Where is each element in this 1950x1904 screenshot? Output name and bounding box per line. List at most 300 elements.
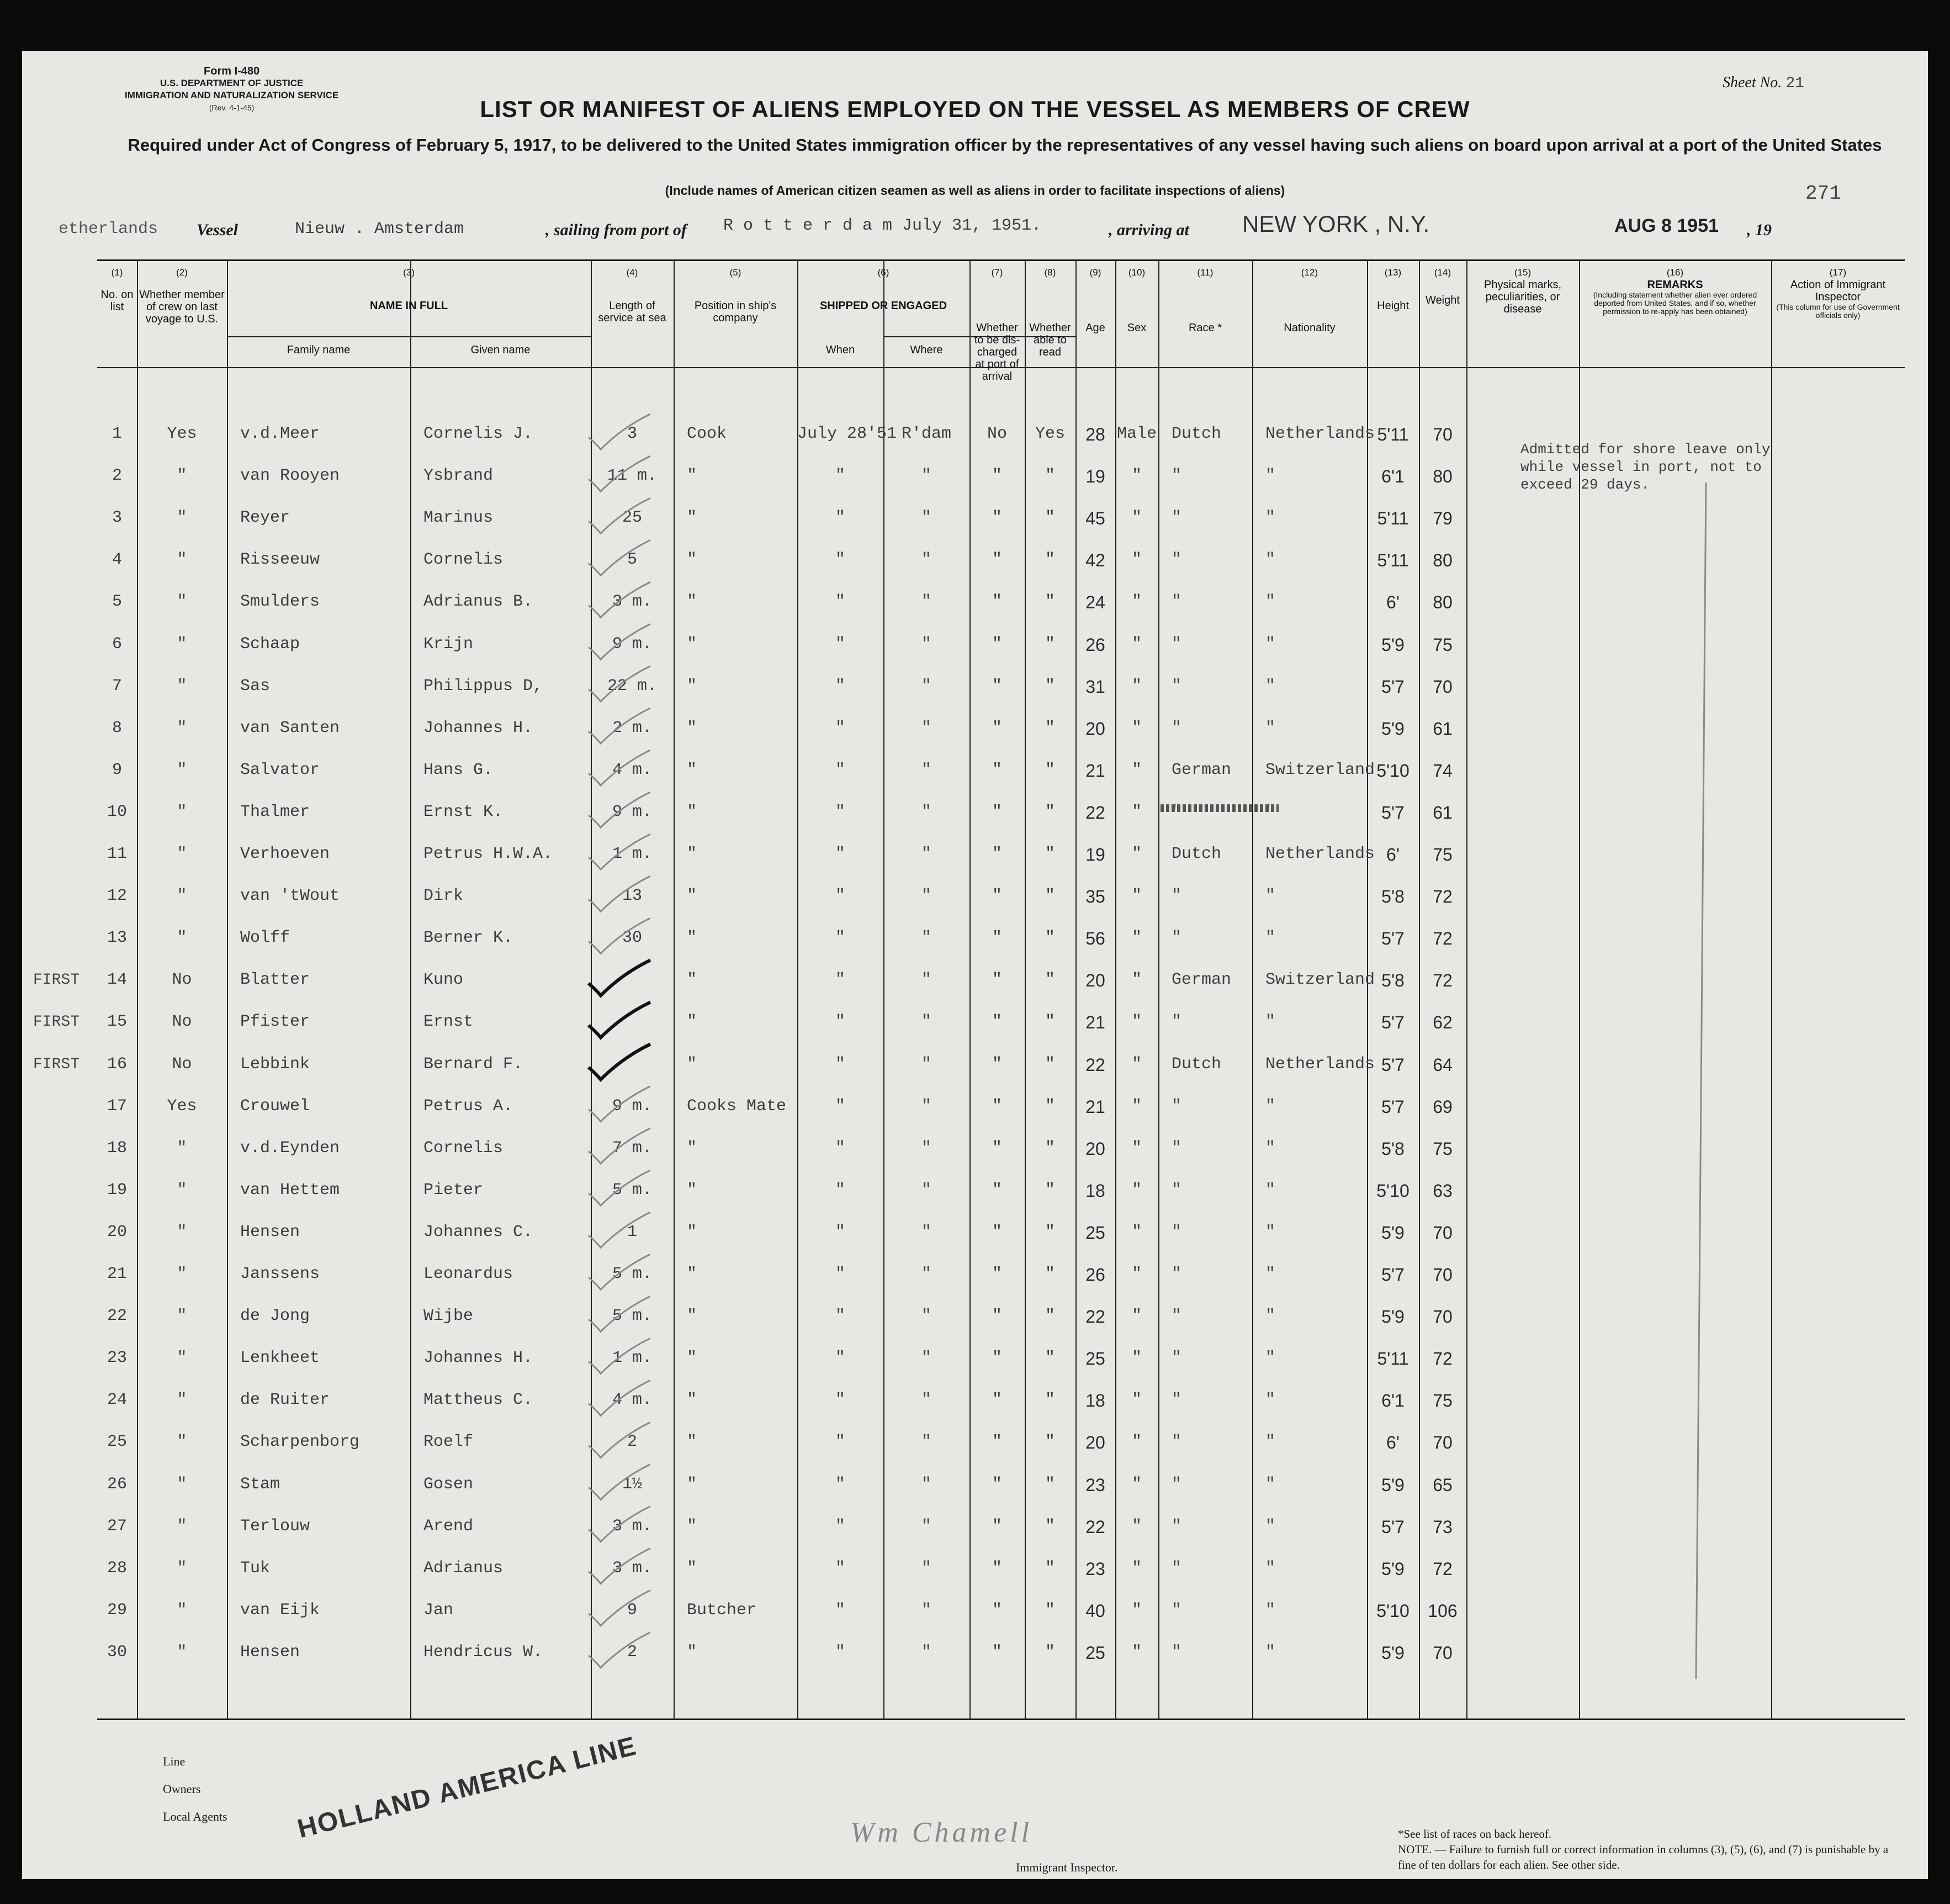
cell-age: 40 (1085, 1600, 1105, 1621)
cell-when: " (835, 634, 845, 654)
cell-age: 25 (1085, 1222, 1105, 1243)
cell-weight: 70 (1433, 1222, 1453, 1243)
cell-position: " (687, 1222, 697, 1242)
cell-discharged: " (992, 1558, 1002, 1578)
cell-family: Hensen (240, 1222, 300, 1242)
cell-when: " (835, 1516, 845, 1536)
cell-height: 5'9 (1381, 634, 1405, 655)
cell-weight: 74 (1433, 760, 1453, 781)
inspector-signature: Wm Chamell (850, 1817, 1033, 1848)
column-number: (12) (1301, 267, 1318, 278)
cell-family: Tuk (240, 1558, 271, 1578)
check-mark (589, 540, 650, 575)
cell-height: 5'8 (1381, 887, 1405, 907)
cell-sex: " (1131, 970, 1142, 990)
cell-position: Cooks Mate (687, 1096, 787, 1116)
cell-no: 16 (107, 1054, 127, 1074)
cell-discharged: " (992, 1012, 1002, 1032)
cell-age: 25 (1085, 1349, 1105, 1369)
cell-height: 5'7 (1381, 1054, 1405, 1075)
cell-given: Adrianus (423, 1558, 504, 1578)
cell-no: 1 (112, 425, 122, 443)
cell-when: " (835, 592, 845, 612)
column-label: No. on list (100, 289, 134, 313)
cell-read: " (1045, 887, 1055, 906)
cell-when: " (835, 1054, 845, 1074)
cell-crew: " (177, 466, 187, 486)
check-mark (589, 1002, 650, 1037)
cell-weight: 73 (1433, 1516, 1453, 1537)
cell-given: Cornelis J. (423, 425, 533, 443)
cell-crew: " (177, 760, 187, 779)
cell-weight: 70 (1433, 1265, 1453, 1285)
cell-race: " (1172, 1138, 1182, 1158)
cell-where: " (921, 718, 931, 738)
cell-height: 5'9 (1381, 1307, 1405, 1327)
cell-given: Kuno (423, 970, 464, 990)
cell-service: 22 m. (607, 676, 657, 696)
cell-position: " (687, 970, 697, 990)
cell-sex: " (1131, 1180, 1142, 1200)
column-number: (5) (729, 267, 741, 278)
cell-read: " (1045, 592, 1055, 612)
cell-when: " (835, 1642, 845, 1662)
cell-position: " (687, 887, 697, 906)
cell-crew: " (177, 845, 187, 863)
column-number: (17) (1829, 267, 1847, 278)
line-label: Line (163, 1754, 186, 1768)
cell-no: 8 (112, 718, 122, 738)
cell-family: de Jong (240, 1307, 310, 1326)
cell-family: Hensen (240, 1642, 300, 1662)
cell-weight: 70 (1433, 1642, 1453, 1663)
cell-nationality: " (1265, 1222, 1276, 1242)
column-number: (3) (403, 267, 415, 278)
cell-race: " (1172, 1391, 1182, 1410)
cell-weight: 72 (1433, 970, 1453, 991)
cell-age: 28 (1085, 425, 1105, 444)
cell-race: Dutch (1172, 425, 1222, 443)
check-mark (589, 750, 650, 786)
cell-read: " (1045, 1516, 1055, 1536)
cell-given: Petrus A. (423, 1096, 513, 1116)
cell-when: " (835, 1600, 845, 1620)
fine-note: NOTE. — Failure to furnish full or correct information in columns (3), (5), (6), and (7) is punishable by a fine of ten dollars for each alien. See other side. (1398, 1843, 1889, 1871)
cell-age: 31 (1085, 676, 1105, 697)
cell-no: 28 (107, 1558, 127, 1578)
cell-service: 30 (622, 929, 642, 948)
cell-where: " (921, 1600, 931, 1620)
cell-family: v.d.Eynden (240, 1138, 340, 1158)
cell-sex: " (1131, 887, 1142, 906)
cell-when: " (835, 1138, 845, 1158)
cell-age: 20 (1085, 1138, 1105, 1159)
cell-family: van Rooyen (240, 466, 340, 486)
check-mark (589, 414, 650, 449)
cell-family: Verhoeven (240, 845, 330, 863)
cell-family: Salvator (240, 760, 320, 779)
cell-no: 15 (107, 1012, 127, 1032)
cell-height: 6'1 (1381, 466, 1405, 487)
cell-read: " (1045, 760, 1055, 779)
cell-when: " (835, 1475, 845, 1494)
cell-height: 5'7 (1381, 1012, 1405, 1033)
column-label: Sex (1127, 322, 1147, 334)
check-mark (589, 1254, 650, 1290)
cell-when: " (835, 1558, 845, 1578)
cell-where: " (921, 845, 931, 863)
cell-no: 10 (107, 802, 127, 821)
cell-position: " (687, 1475, 697, 1494)
cell-given: Ernst K. (423, 802, 504, 821)
cell-read: " (1045, 1138, 1055, 1158)
cell-age: 23 (1085, 1475, 1105, 1495)
cell-age: 19 (1085, 845, 1105, 865)
cell-service: 5 (627, 550, 637, 570)
column-label: Given name (470, 344, 531, 356)
cell-read: " (1045, 1600, 1055, 1620)
cell-when: " (835, 1012, 845, 1032)
cell-given: Marinus (423, 508, 494, 528)
column-label: Weight (1426, 294, 1460, 306)
check-mark (589, 456, 650, 491)
cell-nationality: Netherlands (1265, 1054, 1375, 1074)
cell-position: " (687, 929, 697, 948)
column-number: (9) (1089, 267, 1101, 278)
cell-service: 3 m. (612, 1558, 652, 1578)
cell-read: " (1045, 970, 1055, 990)
cell-discharged: " (992, 466, 1002, 486)
cell-discharged: " (992, 1349, 1002, 1368)
page-stamp: 271 (1805, 182, 1841, 205)
column-label: Height (1377, 300, 1409, 312)
cell-age: 25 (1085, 1642, 1105, 1663)
cell-weight: 64 (1433, 1054, 1453, 1075)
cell-discharged: " (992, 1642, 1002, 1662)
cell-sex: " (1131, 550, 1142, 570)
cell-where: " (921, 1054, 931, 1074)
cell-service: 4 m. (612, 760, 652, 779)
cell-when: " (835, 760, 845, 779)
cell-where: " (921, 1433, 931, 1452)
cell-nationality: " (1265, 1096, 1276, 1116)
cell-given: Hendricus W. (423, 1642, 543, 1662)
cell-read: " (1045, 718, 1055, 738)
cell-read: " (1045, 1475, 1055, 1494)
column-label: SHIPPED OR ENGAGED (819, 300, 947, 312)
check-mark (589, 1465, 650, 1500)
cell-position: " (687, 550, 697, 570)
cell-where: " (921, 1391, 931, 1410)
cell-discharged: " (992, 1600, 1002, 1620)
page-subtitle: Required under Act of Congress of February 5, 1917, to be delivered to the United States immigration officer by the representatives of any vessel having such aliens on board upon arrival at a port of the United States (128, 135, 1882, 155)
check-mark (589, 1548, 650, 1584)
cell-given: Ysbrand (423, 466, 494, 486)
cell-service: 1½ (622, 1475, 642, 1494)
cell-race: " (1172, 1433, 1182, 1452)
cell-read: " (1045, 634, 1055, 654)
cell-where: " (921, 676, 931, 696)
cell-position: Cook (687, 425, 727, 443)
cell-nationality: " (1265, 929, 1276, 948)
cell-where: " (921, 1265, 931, 1284)
cell-position: " (687, 760, 697, 779)
cell-discharged: " (992, 1391, 1002, 1410)
cell-read: " (1045, 1307, 1055, 1326)
cell-no: 17 (107, 1096, 127, 1116)
cell-weight: 63 (1433, 1180, 1453, 1201)
cell-discharged: " (992, 970, 1002, 990)
cell-height: 5'7 (1381, 929, 1405, 949)
cell-discharged: " (992, 802, 1002, 821)
cell-age: 21 (1085, 1012, 1105, 1033)
cell-age: 26 (1085, 634, 1105, 655)
cell-weight: 61 (1433, 802, 1453, 823)
column-label: Whether to be dis-charged at port of arrival (974, 322, 1020, 383)
check-mark (589, 1170, 650, 1206)
cell-given: Philippus D, (423, 676, 543, 696)
cell-crew: " (177, 1433, 187, 1452)
cell-weight: 80 (1433, 550, 1453, 571)
cell-weight: 65 (1433, 1475, 1453, 1495)
cell-weight: 70 (1433, 425, 1453, 444)
cell-position: " (687, 508, 697, 528)
column-number: (10) (1128, 267, 1146, 278)
cell-height: 5'9 (1381, 718, 1405, 739)
cell-service: 5 m. (612, 1307, 652, 1326)
cell-read: " (1045, 550, 1055, 570)
cell-sex: " (1131, 592, 1142, 612)
cell-race: " (1172, 676, 1182, 696)
arriving-port: NEW YORK , N.Y. (1242, 211, 1430, 237)
cell-height: 5'10 (1376, 1600, 1409, 1621)
column-label: Race * (1188, 322, 1222, 334)
cell-crew: " (177, 592, 187, 612)
cell-weight: 72 (1433, 929, 1453, 949)
cell-nationality: " (1265, 718, 1276, 738)
column-sublabel: (This column for use of Government officials only) (1776, 303, 1900, 320)
cell-weight: 70 (1433, 1433, 1453, 1453)
check-mark (589, 1380, 650, 1415)
cell-when: " (835, 802, 845, 821)
cell-sex: " (1131, 802, 1142, 821)
check-mark (589, 1590, 650, 1626)
column-label: Where (910, 344, 943, 356)
cell-family: Sas (240, 676, 271, 696)
cell-when: " (835, 718, 845, 738)
cell-when: " (835, 1180, 845, 1200)
row-prefix: FIRST (33, 1056, 80, 1073)
cell-given: Ernst (423, 1012, 474, 1032)
cell-nationality: Netherlands (1265, 845, 1375, 863)
cell-given: Gosen (423, 1475, 474, 1494)
cell-crew: " (177, 1138, 187, 1158)
cell-where: " (921, 1012, 931, 1032)
cell-read: " (1045, 508, 1055, 528)
remarks-bracket-line (1696, 482, 1706, 1679)
cell-weight: 72 (1433, 1349, 1453, 1369)
owners-label: Owners (163, 1782, 201, 1796)
cell-crew: Yes (167, 1096, 197, 1116)
cell-no: 2 (112, 466, 122, 486)
cell-nationality: " (1265, 1516, 1276, 1536)
cell-crew: " (177, 1642, 187, 1662)
cell-no: 23 (107, 1349, 127, 1368)
cell-sex: " (1131, 1222, 1142, 1242)
column-label: Length of service at sea (598, 300, 666, 324)
cell-where: " (921, 929, 931, 948)
cell-no: 21 (107, 1265, 127, 1284)
cell-height: 6' (1386, 592, 1400, 613)
cell-where: " (921, 1180, 931, 1200)
cell-read: " (1045, 1265, 1055, 1284)
cell-nationality: " (1265, 508, 1276, 528)
cell-nationality: " (1265, 634, 1276, 654)
cell-given: Petrus H.W.A. (423, 845, 553, 863)
cell-age: 24 (1085, 592, 1105, 613)
column-number: (8) (1044, 267, 1056, 278)
cell-crew: " (177, 929, 187, 948)
cell-nationality: " (1265, 592, 1276, 612)
cell-age: 45 (1085, 508, 1105, 529)
cell-read: " (1045, 929, 1055, 948)
cell-sex: " (1131, 1475, 1142, 1494)
cell-sex: " (1131, 1265, 1142, 1284)
cell-when: " (835, 845, 845, 863)
cell-position: " (687, 1054, 697, 1074)
vessel-flag: etherlands (59, 220, 158, 238)
cell-crew: " (177, 1222, 187, 1242)
cell-race: " (1172, 1642, 1182, 1662)
cell-age: 23 (1085, 1558, 1105, 1579)
cell-no: 27 (107, 1516, 127, 1536)
cell-crew: " (177, 1516, 187, 1536)
cell-family: Janssens (240, 1265, 320, 1284)
cell-race: Dutch (1172, 1054, 1222, 1074)
cell-given: Cornelis (423, 550, 504, 570)
cell-age: 18 (1085, 1391, 1105, 1411)
column-label: When (825, 344, 855, 356)
cell-height: 6'1 (1381, 1391, 1405, 1411)
cell-age: 42 (1085, 550, 1105, 571)
column-label: NAME IN FULL (369, 300, 448, 312)
cell-no: 26 (107, 1475, 127, 1494)
cell-discharged: " (992, 1180, 1002, 1200)
cell-service: 3 m. (612, 1516, 652, 1536)
cell-where: " (921, 508, 931, 528)
cell-nationality: " (1265, 1642, 1276, 1662)
cell-when: July 28'51 (797, 425, 897, 443)
cell-where: " (921, 970, 931, 990)
column-number: (16) (1666, 267, 1684, 278)
cell-age: 22 (1085, 1307, 1105, 1327)
cell-position: " (687, 1349, 697, 1368)
cell-sex: " (1131, 1558, 1142, 1578)
check-mark (589, 624, 650, 660)
cell-height: 5'11 (1377, 1349, 1409, 1369)
cell-given: Bernard F. (423, 1054, 523, 1074)
cell-given: Mattheus C. (423, 1391, 533, 1410)
cell-no: 9 (112, 760, 122, 779)
cell-weight: 62 (1433, 1012, 1453, 1033)
cell-where: " (921, 1096, 931, 1116)
cell-no: 7 (112, 676, 122, 696)
cell-read: " (1045, 1054, 1055, 1074)
cell-height: 6' (1386, 1433, 1400, 1453)
column-label: Nationality (1284, 322, 1336, 334)
cell-weight: 72 (1433, 887, 1453, 907)
cell-race: " (1172, 1349, 1182, 1368)
cell-weight: 79 (1433, 508, 1453, 529)
cell-crew: No (172, 970, 192, 990)
cell-read: " (1045, 1558, 1055, 1578)
cell-age: 35 (1085, 887, 1105, 907)
cell-race: " (1172, 466, 1182, 486)
cell-crew: " (177, 550, 187, 570)
cell-height: 5'8 (1381, 970, 1405, 991)
row-prefix: FIRST (33, 972, 80, 989)
cell-weight: 75 (1433, 1138, 1453, 1159)
check-mark (589, 498, 650, 533)
cell-age: 20 (1085, 1433, 1105, 1453)
check-mark (589, 666, 650, 702)
cell-discharged: " (992, 1433, 1002, 1452)
cell-given: Wijbe (423, 1307, 474, 1326)
cell-when: " (835, 1307, 845, 1326)
cell-no: 18 (107, 1138, 127, 1158)
cell-nationality: Switzerland (1265, 970, 1375, 990)
cell-where: " (921, 887, 931, 906)
cell-discharged: No (987, 425, 1007, 443)
cell-weight: 75 (1433, 634, 1453, 655)
cell-nationality: " (1265, 1433, 1276, 1452)
cell-service: 4 m. (612, 1391, 652, 1410)
cell-height: 5'7 (1381, 1265, 1405, 1285)
cell-position: " (687, 1307, 697, 1326)
check-mark (589, 960, 650, 995)
cell-when: " (835, 929, 845, 948)
cell-given: Dirk (423, 887, 464, 906)
sailing-port: R o t t e r d a m July 31, 1951. (723, 216, 1042, 235)
cell-discharged: " (992, 760, 1002, 779)
cell-crew: " (177, 508, 187, 528)
cell-sex: " (1131, 1012, 1142, 1032)
cell-given: Adrianus B. (423, 592, 533, 612)
cell-read: " (1045, 1222, 1055, 1242)
cell-discharged: " (992, 1265, 1002, 1284)
cell-read: " (1045, 1433, 1055, 1452)
cell-service: 9 m. (612, 634, 652, 654)
cell-family: Crouwel (240, 1096, 310, 1116)
cell-when: " (835, 550, 845, 570)
cell-crew: " (177, 1307, 187, 1326)
column-sublabel: (Including statement whether alien ever ordered deported from United States, and if so, whether permission to re-apply has been obtained) (1593, 290, 1757, 316)
cell-height: 5'11 (1377, 508, 1409, 529)
agents-label: Local Agents (163, 1810, 227, 1823)
cell-family: van Hettem (240, 1180, 340, 1200)
cell-age: 22 (1085, 802, 1105, 823)
vessel-label: Vessel (197, 221, 238, 239)
cell-race: " (1172, 1307, 1182, 1326)
cell-position: " (687, 1642, 697, 1662)
cell-family: de Ruiter (240, 1391, 330, 1410)
cell-discharged: " (992, 550, 1002, 570)
cell-sex: " (1131, 1391, 1142, 1410)
cell-weight: 80 (1433, 466, 1453, 487)
cell-sex: " (1131, 929, 1142, 948)
cell-given: Krijn (423, 634, 474, 654)
cell-age: 20 (1085, 718, 1105, 739)
